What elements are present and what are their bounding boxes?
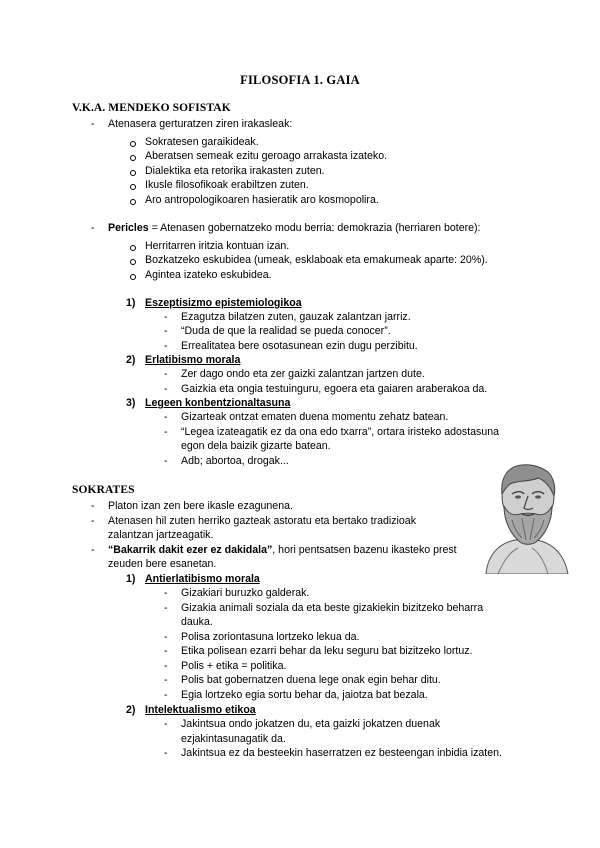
quote-bold: “Bakarrik dakit ezer ez dakidala” bbox=[108, 544, 273, 556]
list-item: Errealitatea bere osotasunean ezin dugu perzibitu. bbox=[181, 340, 418, 352]
dash-bullet: - bbox=[164, 587, 168, 599]
dash-bullet: - bbox=[164, 340, 168, 352]
pericles-line bbox=[108, 222, 481, 235]
circle-bullet bbox=[130, 199, 136, 205]
circle-bullet bbox=[130, 170, 136, 176]
list-item: Atenasera gerturatzen ziren irakasleak: bbox=[108, 118, 293, 130]
list-item: Aberatsen semeak ezitu geroago arrakasta izateko. bbox=[145, 150, 388, 162]
list-item: Herritarren iritzia kontuan izan. bbox=[145, 240, 290, 252]
circle-bullet bbox=[130, 155, 136, 161]
subsection-title: Intelektualismo etikoa bbox=[145, 704, 256, 716]
circle-bullet bbox=[130, 141, 136, 147]
page-title: FILOSOFIA 1. GAIA bbox=[240, 73, 360, 87]
list-item: Polis + etika = politika. bbox=[181, 660, 287, 672]
list-item: Egia lortzeko egia sortu behar da, jaiotza bat bezala. bbox=[181, 689, 428, 701]
list-item: Platon izan zen bere ikasle ezagunena. bbox=[108, 500, 293, 512]
dash-bullet: - bbox=[91, 544, 95, 556]
list-item-continued: zeuden bere esanetan. bbox=[108, 558, 217, 570]
list-item: “Duda de que la realidad se pueda conocer”. bbox=[181, 325, 391, 337]
list-item: Etika polisean ezarri behar da leku seguru bat bizitzeko lortuz. bbox=[181, 645, 473, 657]
dash-bullet: - bbox=[164, 455, 168, 467]
list-item: Gizakia animali soziala da eta beste gizakiekin bizitzeko beharra bbox=[181, 602, 484, 614]
dash-bullet: - bbox=[164, 689, 168, 701]
dash-bullet: - bbox=[91, 118, 95, 130]
section-heading-socrates: SOKRATES bbox=[72, 484, 135, 496]
list-item: “Legea izateagatik ez da ona edo txarra”, ortara iristeko adostasuna bbox=[181, 426, 500, 438]
list-item: Gizarteak ontzat ematen duena momentu zehatz batean. bbox=[181, 411, 449, 423]
quote-text: , hori pentsatsen bazenu ikasteko prest bbox=[272, 544, 457, 556]
dash-bullet: - bbox=[164, 368, 168, 380]
subsection-title: Antierlatibismo morala bbox=[145, 573, 260, 585]
subsection-title: Eszeptisizmo epistemiologikoa bbox=[145, 297, 302, 309]
dash-bullet: - bbox=[164, 747, 168, 759]
subsection-title: Legeen konbentzionaltasuna bbox=[145, 397, 291, 409]
list-item: Bozkatzeko eskubidea (umeak, esklaboak eta emakumeak aparte: 20%). bbox=[145, 254, 488, 266]
dash-bullet: - bbox=[164, 325, 168, 337]
dash-bullet: - bbox=[91, 515, 95, 527]
list-item: Atenasen hil zuten herriko gazteak astoratu eta bertako tradizioak bbox=[108, 515, 416, 527]
list-item: Zer dago ondo eta zer gaizki zalantzan jartzen dute. bbox=[181, 368, 425, 380]
list-item-continued: egon dela baizik gizarte batean. bbox=[181, 440, 331, 452]
list-item: Ikusle filosofikoak erabiltzen zuten. bbox=[145, 179, 309, 191]
pericles-text: = Atenasen gobernatzeko modu berria: demokrazia (herriaren botere): bbox=[148, 222, 481, 234]
dash-bullet: - bbox=[164, 674, 168, 686]
list-item-continued: zalantzan jartzeagatik. bbox=[108, 529, 214, 541]
dash-bullet: - bbox=[91, 500, 95, 512]
list-item-continued: ezjakintasunagatik da. bbox=[181, 733, 286, 745]
list-item-continued: dauka. bbox=[181, 616, 213, 628]
socrates-bust-image bbox=[478, 456, 573, 574]
number-marker: 2) bbox=[126, 354, 136, 366]
subsection-title: Erlatibismo morala bbox=[145, 354, 241, 366]
dash-bullet: - bbox=[91, 222, 95, 234]
circle-bullet bbox=[130, 245, 136, 251]
pericles-name: Pericles bbox=[108, 222, 149, 234]
number-marker: 1) bbox=[126, 573, 136, 585]
list-item: Gaizkia eta ongia testuinguru, egoera eta gaiaren araberakoa da. bbox=[181, 383, 488, 395]
list-item: Polis bat gobernatzen duena lege onak egin behar ditu. bbox=[181, 674, 441, 686]
dash-bullet: - bbox=[164, 311, 168, 323]
dash-bullet: - bbox=[164, 660, 168, 672]
dash-bullet: - bbox=[164, 383, 168, 395]
list-item: Gizakiari buruzko galderak. bbox=[181, 587, 310, 599]
list-item: Jakintsua ondo jokatzen du, eta gaizki jokatzen duenak bbox=[181, 718, 441, 730]
number-marker: 1) bbox=[126, 297, 136, 309]
dash-bullet: - bbox=[164, 631, 168, 643]
dash-bullet: - bbox=[164, 645, 168, 657]
list-item: Dialektika eta retorika irakasten zuten. bbox=[145, 165, 325, 177]
list-item: Agintea izateko eskubidea. bbox=[145, 269, 272, 281]
dash-bullet: - bbox=[164, 411, 168, 423]
quote-line bbox=[108, 544, 457, 557]
list-item: Sokratesen garaikideak. bbox=[145, 136, 259, 148]
list-item: Ezagutza bilatzen zuten, gauzak zalantzan jarriz. bbox=[181, 311, 411, 323]
dash-bullet: - bbox=[164, 602, 168, 614]
dash-bullet: - bbox=[164, 718, 168, 730]
circle-bullet bbox=[130, 184, 136, 190]
dash-bullet: - bbox=[164, 426, 168, 438]
section-heading-sophists: V.K.A. MENDEKO SOFISTAK bbox=[72, 102, 231, 114]
list-item: Aro antropologikoaren hasieratik aro kosmopolira. bbox=[145, 194, 379, 206]
list-item: Adb; abortoa, drogak... bbox=[181, 455, 289, 467]
circle-bullet bbox=[130, 259, 136, 265]
list-item: Polisa zoriontasuna lortzeko lekua da. bbox=[181, 631, 360, 643]
number-marker: 3) bbox=[126, 397, 136, 409]
list-item: Jakintsua ez da besteekin haserratzen ez besteengan inbidia izaten. bbox=[181, 747, 502, 759]
number-marker: 2) bbox=[126, 704, 136, 716]
circle-bullet bbox=[130, 274, 136, 280]
